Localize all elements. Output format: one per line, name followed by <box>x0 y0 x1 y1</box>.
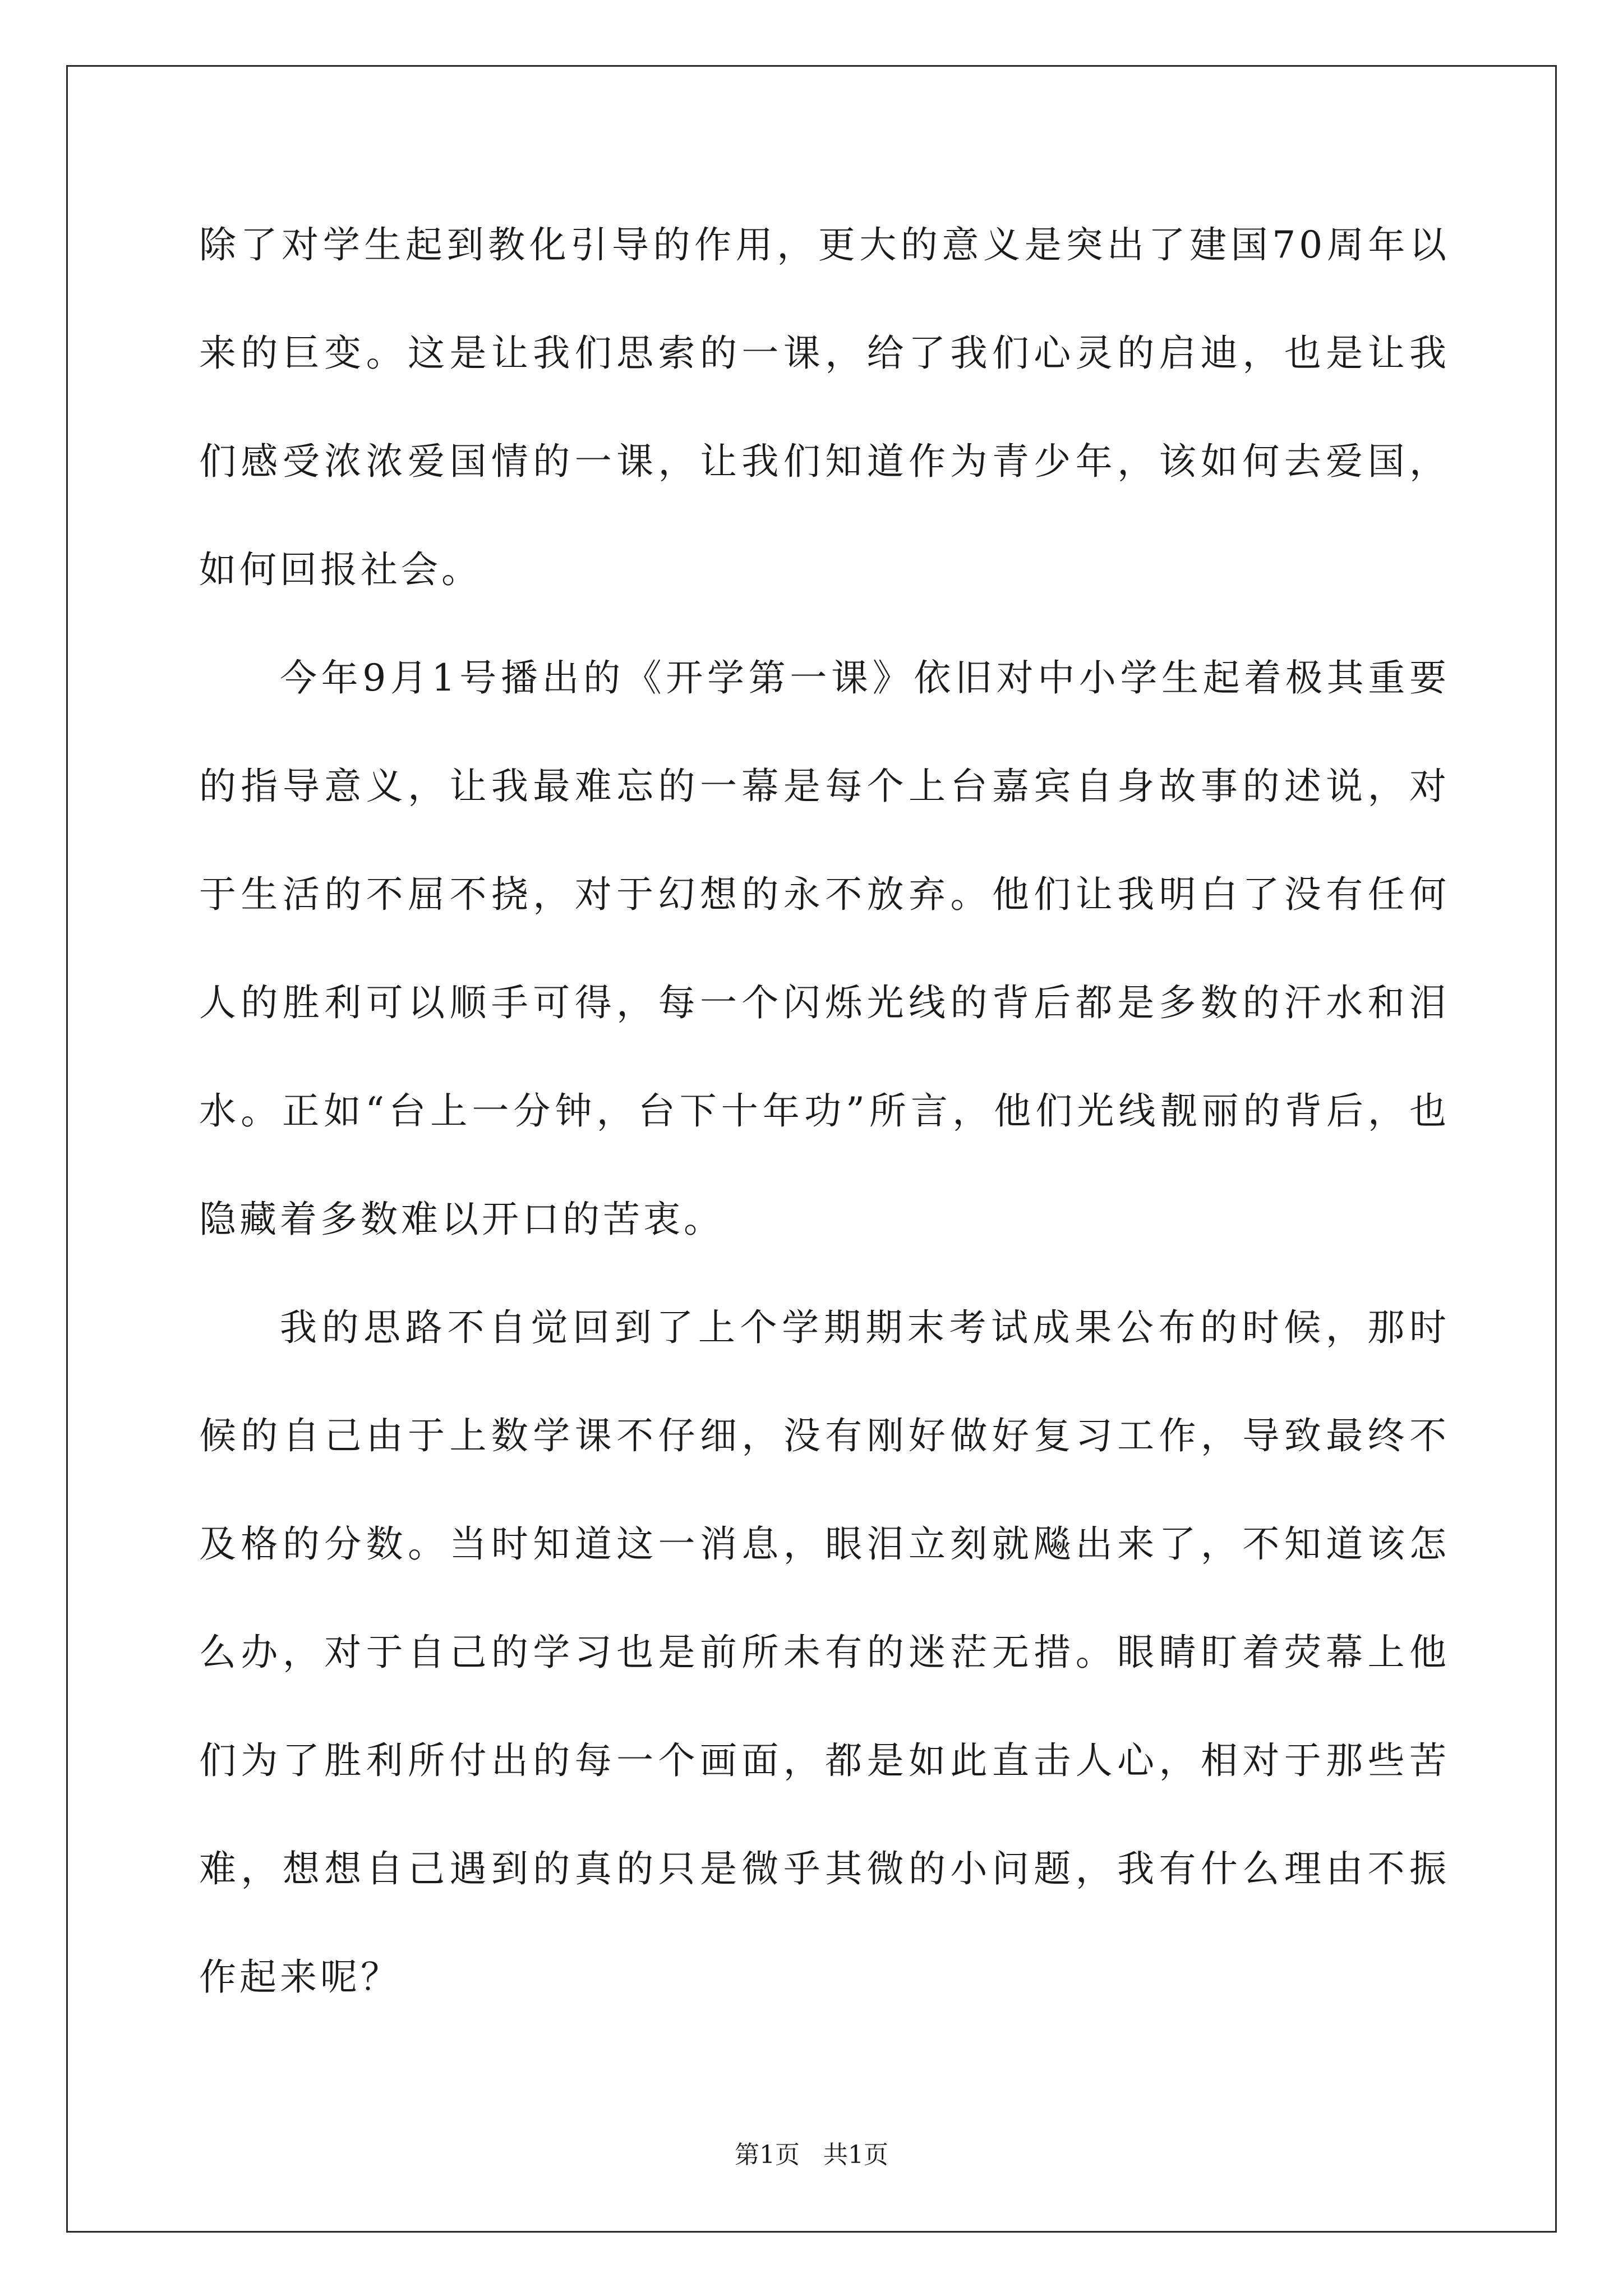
document-body <box>199 191 1450 2031</box>
paragraph-2: 今年9月1号播出的《开学第一课》依旧对中小学生起着极其重要的指导意义，让我最难忘的一幕是每个上台嘉宾自身故事的述说，对于生活的不屈不挠，对于幻想的永不放弃。他们让我明白了没有任何人的胜利可以顺手可得，每一个闪烁光线的背后都是多数的汗水和泪水。正如“台上一分钟，台下十年功”所言，他们光线靓丽的背后，也隐藏着多数难以开口的苦衷。 <box>199 656 1450 1241</box>
paragraph-1: 除了对学生起到教化引导的作用，更大的意义是突出了建国70周年以来的巨变。这是让我们思索的一课，给了我们心灵的启迪，也是让我们感受浓浓爱国情的一课，让我们知道作为青少年，该如何去爱国，如何回报社会。 <box>199 223 1450 591</box>
page-number-footer: 第1页 共1页 <box>735 2141 888 2169</box>
paragraph-3: 我的思路不自觉回到了上个学期期末考试成果公布的时候，那时候的自己由于上数学课不仔细，没有刚好做好复习工作，导致最终不及格的分数。当时知道这一消息，眼泪立刻就飚出来了，不知道该怎么办，对于自己的学习也是前所未有的迷茫无措。眼睛盯着荧幕上他们为了胜利所付出的每一个画面，都是如此直击人心，相对于那些苦难，想想自己遇到的真的只是微乎其微的小问题，我有什么理由不振作起来呢？ <box>199 1306 1450 1999</box>
